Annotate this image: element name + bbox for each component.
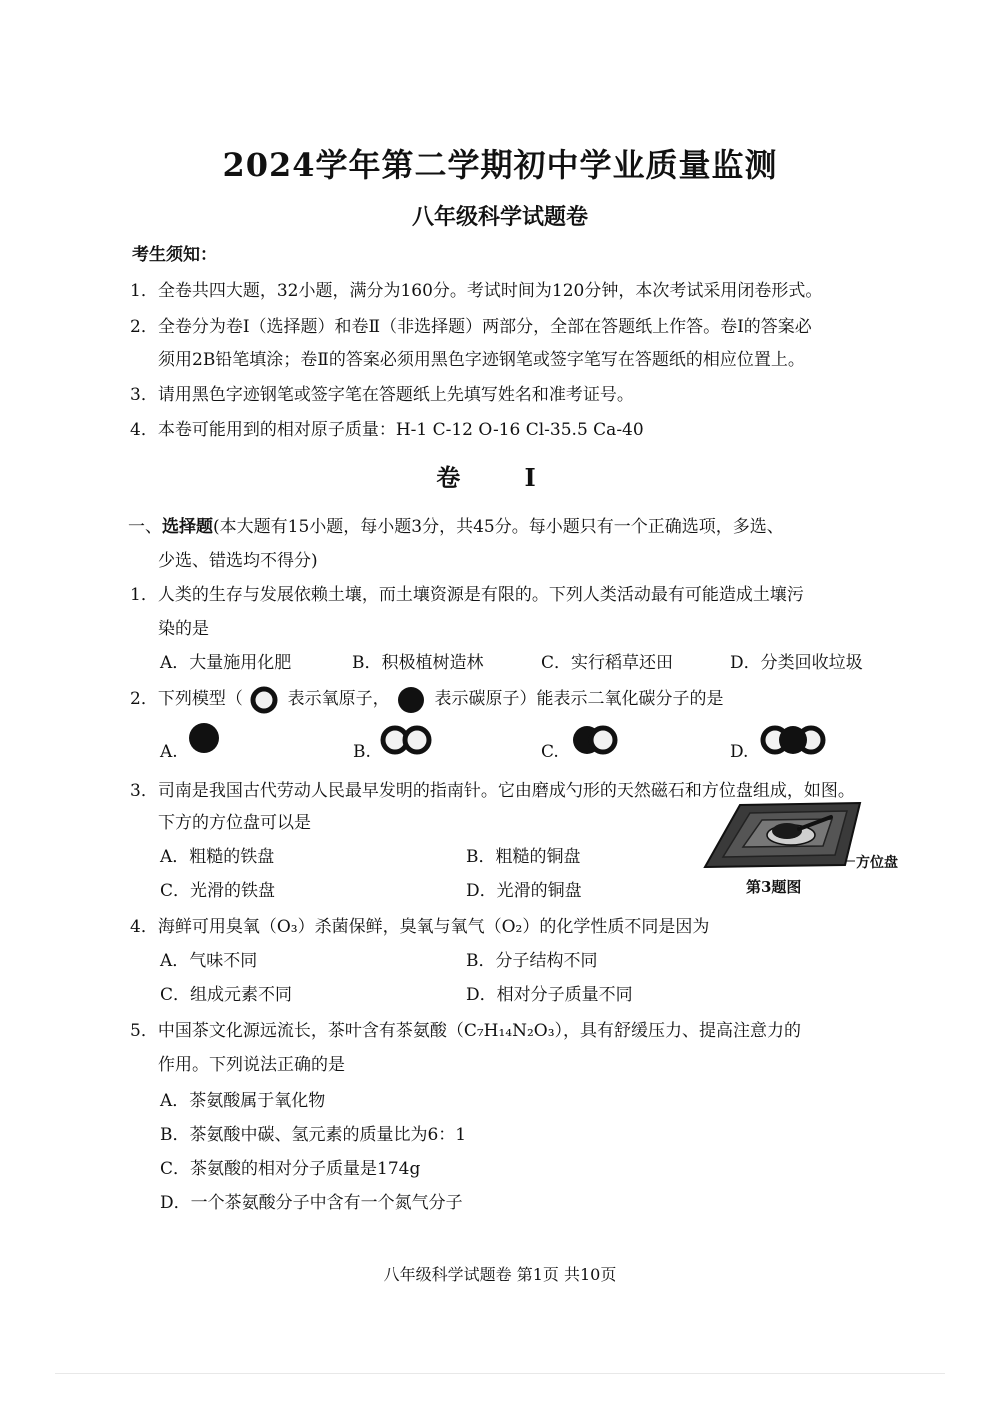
q4-option-d: D．相对分子质量不同: [466, 985, 633, 1005]
q2-option-b-model: [380, 724, 434, 756]
q2-option-a-label: A.: [160, 742, 178, 762]
page-title: 2024学年第二学期初中学业质量监测: [222, 146, 778, 184]
notice-heading: 考生须知：: [132, 245, 217, 265]
section-prefix: 一、: [128, 517, 162, 537]
q1-stem: 1．人类的生存与发展依赖土壤，而土壤资源是有限的。下列人类活动最有可能造成土壤污: [130, 585, 804, 605]
oxygen-atom-icon: [248, 685, 282, 715]
figure-caption: 第3题图: [746, 878, 802, 896]
oxygen-atom: [405, 728, 429, 752]
q1-option-a: A．大量施用化肥: [160, 653, 292, 673]
figure-label: 方位盘: [856, 855, 898, 871]
q2-option-d-label: D.: [730, 742, 749, 762]
carbon-atom-icon: [395, 685, 429, 715]
q3-option-a: A．粗糙的铁盘: [160, 847, 275, 867]
q1-option-c: C．实行稻草还田: [541, 653, 674, 673]
part-label: 卷 Ⅰ: [436, 463, 564, 492]
q5-option-d: D．一个茶氨酸分子中含有一个氮气分子: [160, 1193, 463, 1213]
q2-stem-part2: 表示氧原子，: [287, 689, 390, 709]
q2-option-b-label: B.: [353, 742, 371, 762]
q1-stem-cont: 染的是: [158, 619, 209, 639]
q4-option-b: B．分子结构不同: [466, 951, 598, 971]
q2-option-c-model: [570, 722, 620, 758]
q3-option-c: C．光滑的铁盘: [160, 881, 276, 901]
oxygen-atom: [591, 728, 615, 752]
q3-option-b: B．粗糙的铜盘: [466, 847, 581, 867]
q5-option-c: C．茶氨酸的相对分子质量是174g: [160, 1159, 421, 1179]
q4-stem: 4．海鲜可用臭氧（O₃）杀菌保鲜，臭氧与氧气（O₂）的化学性质不同是因为: [130, 917, 710, 937]
page-bottom-divider: [55, 1373, 945, 1374]
q1-option-d: D．分类回收垃圾: [730, 653, 863, 673]
q2-option-c-label: C.: [541, 742, 559, 762]
q5-option-a: A．茶氨酸属于氧化物: [160, 1091, 326, 1111]
page-footer: 八年级科学试题卷 第1页 共10页: [383, 1265, 617, 1284]
section-title: 选择题: [162, 517, 213, 537]
q2-stem-part1: 2．下列模型（: [130, 689, 243, 709]
q5-stem-cont: 作用。下列说法正确的是: [158, 1055, 345, 1075]
q2-stem: [130, 684, 723, 715]
page-subtitle: 八年级科学试题卷: [411, 204, 588, 230]
q5-option-b: B．茶氨酸中碳、氢元素的质量比为6：1: [160, 1125, 467, 1145]
q1-option-b: B．积极植树造林: [352, 653, 484, 673]
notice-item-2: 2．全卷分为卷Ⅰ（选择题）和卷Ⅱ（非选择题）两部分，全部在答题纸上作答。卷Ⅰ的答案必: [130, 317, 812, 337]
q3-stem: 3．司南是我国古代劳动人民最早发明的指南针。它由磨成勺形的天然磁石和方位盘组成，如图。: [130, 781, 855, 801]
notice-item-1: 1．全卷共四大题，32小题，满分为160分。考试时间为120分钟，本次考试采用闭卷形式。: [130, 281, 823, 301]
q4-option-a: A．气味不同: [160, 951, 258, 971]
notice-item-3: 3．请用黑色字迹钢笔或签字笔在答题纸上先填写姓名和准考证号。: [130, 385, 634, 405]
q4-option-c: C．组成元素不同: [160, 985, 293, 1005]
notice-item-2-cont: 须用2B铅笔填涂；卷Ⅱ的答案必须用黑色字迹钢笔或签字笔写在答题纸的相应位置上。: [158, 350, 805, 370]
q3-option-d: D．光滑的铜盘: [466, 881, 582, 901]
carbon-atom: [779, 726, 807, 754]
q2-stem-part3: 表示碳原子）能表示二氧化碳分子的是: [434, 689, 724, 709]
notice-item-4: 4．本卷可能用到的相对原子质量：H-1 C-12 O-16 Cl-35.5 Ca-40: [130, 420, 644, 440]
section-desc-cont: 少选、错选均不得分): [158, 551, 318, 571]
q5-stem: 5．中国茶文化源远流长，茶叶含有茶氨酸（C₇H₁₄N₂O₃），具有舒缓压力、提高注意力的: [130, 1021, 802, 1041]
carbon-atom: [189, 723, 219, 753]
section-desc: (本大题有15小题，每小题3分，共45分。每小题只有一个正确选项，多选、: [213, 517, 784, 537]
q3-stem-cont: 下方的方位盘可以是: [158, 813, 311, 833]
spoon-bowl: [772, 823, 802, 839]
section-heading: [128, 512, 784, 537]
q2-option-d-model: [760, 722, 826, 758]
q2-option-a-model: [186, 720, 222, 756]
